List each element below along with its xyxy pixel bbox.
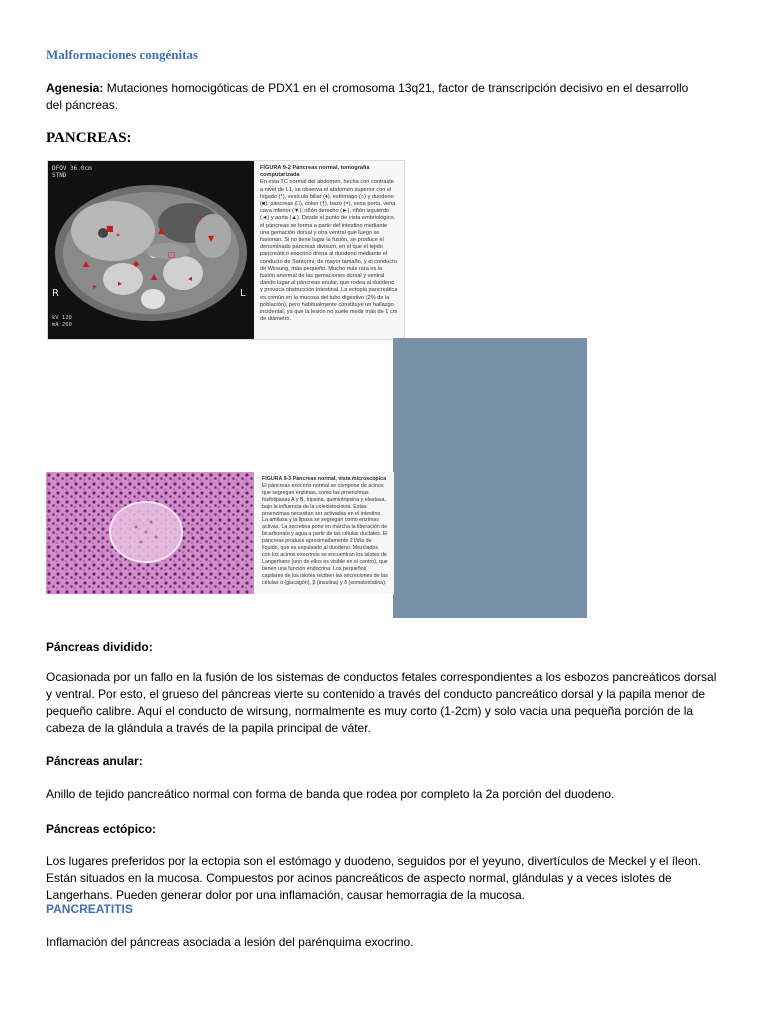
histology-image [46, 472, 254, 594]
ct-label-left: L [240, 288, 246, 299]
pancreas-ectopico-text: Los lugares preferidos por la ectopia son el estómago y duodeno, seguidos por el yeyuno, divertículos de Meckel y el íleon. Están situados en la mucosa. Compuestos por acinos pancreáticos de aspecto normal, glándulas y a veces islotes de Langerhans. Pueden generar dolor por una inflamación, causar hemorragia de la mucosa. [46, 854, 702, 902]
histology-caption-text: El páncreas exocrino normal se compone de acinos que segregan enzimas, como las proenzimas fosfolipasas A y B, tripsina, quimiotripsina y elastasa, bajo la influencia de la colecistocinina. Estas proenzimas necesitan ser activadas en el intestino. La amilasa y la lipasa se segregan como enzimas activas. La secretina pone en marcha la liberación de bicarbonato y agua a partir de las células ductales. El páncreas produce aproximadamente 2 l/día de líquido, que es expulsado al duodeno. Mezclados con los acinos exocrinos se encuentran los islotes de Langerhans (uno de ellos es visible en el centro), que tienen una función endocrina. Los pequeños capilares de los islotes reciben las secreciones de las células α (glucagón), β (insulina) y δ (somatostatina). [262, 482, 388, 586]
figure-microscopy [46, 472, 394, 594]
agenesia-text: Mutaciones homocigóticas de PDX1 en el cromosoma 13q21, factor de transcripción decisivo en el desarrollo del páncreas. [46, 81, 689, 112]
svg-text:▲: ▲ [83, 259, 90, 268]
svg-text:■: ■ [106, 224, 114, 233]
svg-text:▲: ▲ [151, 272, 158, 281]
pancreas-ectopico-title: Páncreas ectópico: [46, 822, 157, 836]
svg-text:†: † [198, 214, 202, 223]
svg-text:▸: ▸ [118, 279, 123, 288]
histology-caption [256, 472, 394, 594]
svg-text:kV 120: kV 120 [52, 315, 72, 321]
ct-label-dfov: DFOV 36.0cm [52, 165, 92, 172]
svg-text:□: □ [168, 250, 176, 259]
histology-caption-title: FIGURA 9-3 Páncreas normal, vista microscópica [262, 476, 387, 482]
pancreatitis-text: Inflamación del páncreas asociada a lesión del parénquima exocrino. [46, 935, 414, 949]
pancreas-heading: PANCREAS: [46, 130, 132, 146]
pancreas-dividido-title: Páncreas dividido: [46, 640, 153, 654]
svg-text:▼: ▼ [208, 234, 215, 243]
pancreas-anular-title: Páncreas anular: [46, 754, 143, 768]
svg-text:▲: ▲ [158, 226, 165, 235]
ct-label-right: R [52, 288, 59, 299]
pancreatitis-heading: PANCREATITIS [46, 902, 133, 916]
svg-text:*: * [116, 232, 120, 241]
ct-caption [254, 161, 404, 339]
section-title: Malformaciones congénitas [46, 47, 199, 62]
pancreas-anular-text: Anillo de tejido pancreático normal con forma de banda que rodea por completo la 2a porción del duodeno. [46, 787, 615, 801]
svg-text:◂: ◂ [188, 274, 193, 283]
ct-caption-text: En esta TC normal del abdomen, hecha con contraste a nivel de L1, se observa el abdomen superior con el hígado (*), vesícula biliar (♦), estómago (⌂) y duodeno (■), páncreas (□), colon (†), bazo (=), vena porta, vena cava inferior (▼), riñón derecho (►), riñón izquierdo (◄) y aorta (▲). Desde el punto de vista embriológico, el páncreas se forma a partir del intestino mediante una gemación dorsal y otra ventral que luego se fusionan. Si no tiene lugar la fusión, se produce el denominado pancreas divisum, en el que el tejido pancreático exocrino drena al duodeno mediante el conducto de Santorini, de mayor tamaño, y el conducto de Wirsung, más pequeño. Mucho más rara es la fusión anormal de las gemaciones dorsal y ventral dando lugar al páncreas anular, que rodea al duodeno y provoca obstrucción intestinal. La ectopia pancreática es común en la mucosa del tubo digestivo (2% de la población), pero habitualmente constituye un hallazgo incidental, ya que la lesión no suele medir más de 1 cm de diámetro. [260, 179, 398, 323]
image-placeholder [393, 338, 587, 618]
svg-text:◆: ◆ [133, 259, 140, 268]
figure-ct [47, 160, 405, 340]
svg-text:▸: ▸ [93, 282, 98, 291]
agenesia-label: Agenesia: [46, 81, 104, 95]
svg-text:STND: STND [52, 172, 67, 179]
svg-text:mA 260: mA 260 [52, 322, 72, 328]
pancreas-dividido-text: Ocasionada por un fallo en la fusión de los sistemas de conductos fetales correspondientes a los esbozos pancreáticos dorsal y ventral. Por esto, el grueso del páncreas vierte su contenido a través del conducto pancreático dorsal y la papila menor de pequeño calibre. Aquí el conducto de wirsung, normalmente es muy corto (1-2cm) y solo vacia una pequeña porción de la cabeza de la glándula a través de la papila principal de váter. [46, 670, 717, 735]
ct-caption-title: FIGURA 9-2 Páncreas normal, tomografía computarizada [260, 165, 370, 179]
agenesia-paragraph [46, 80, 706, 114]
ct-scan-image [48, 161, 254, 339]
